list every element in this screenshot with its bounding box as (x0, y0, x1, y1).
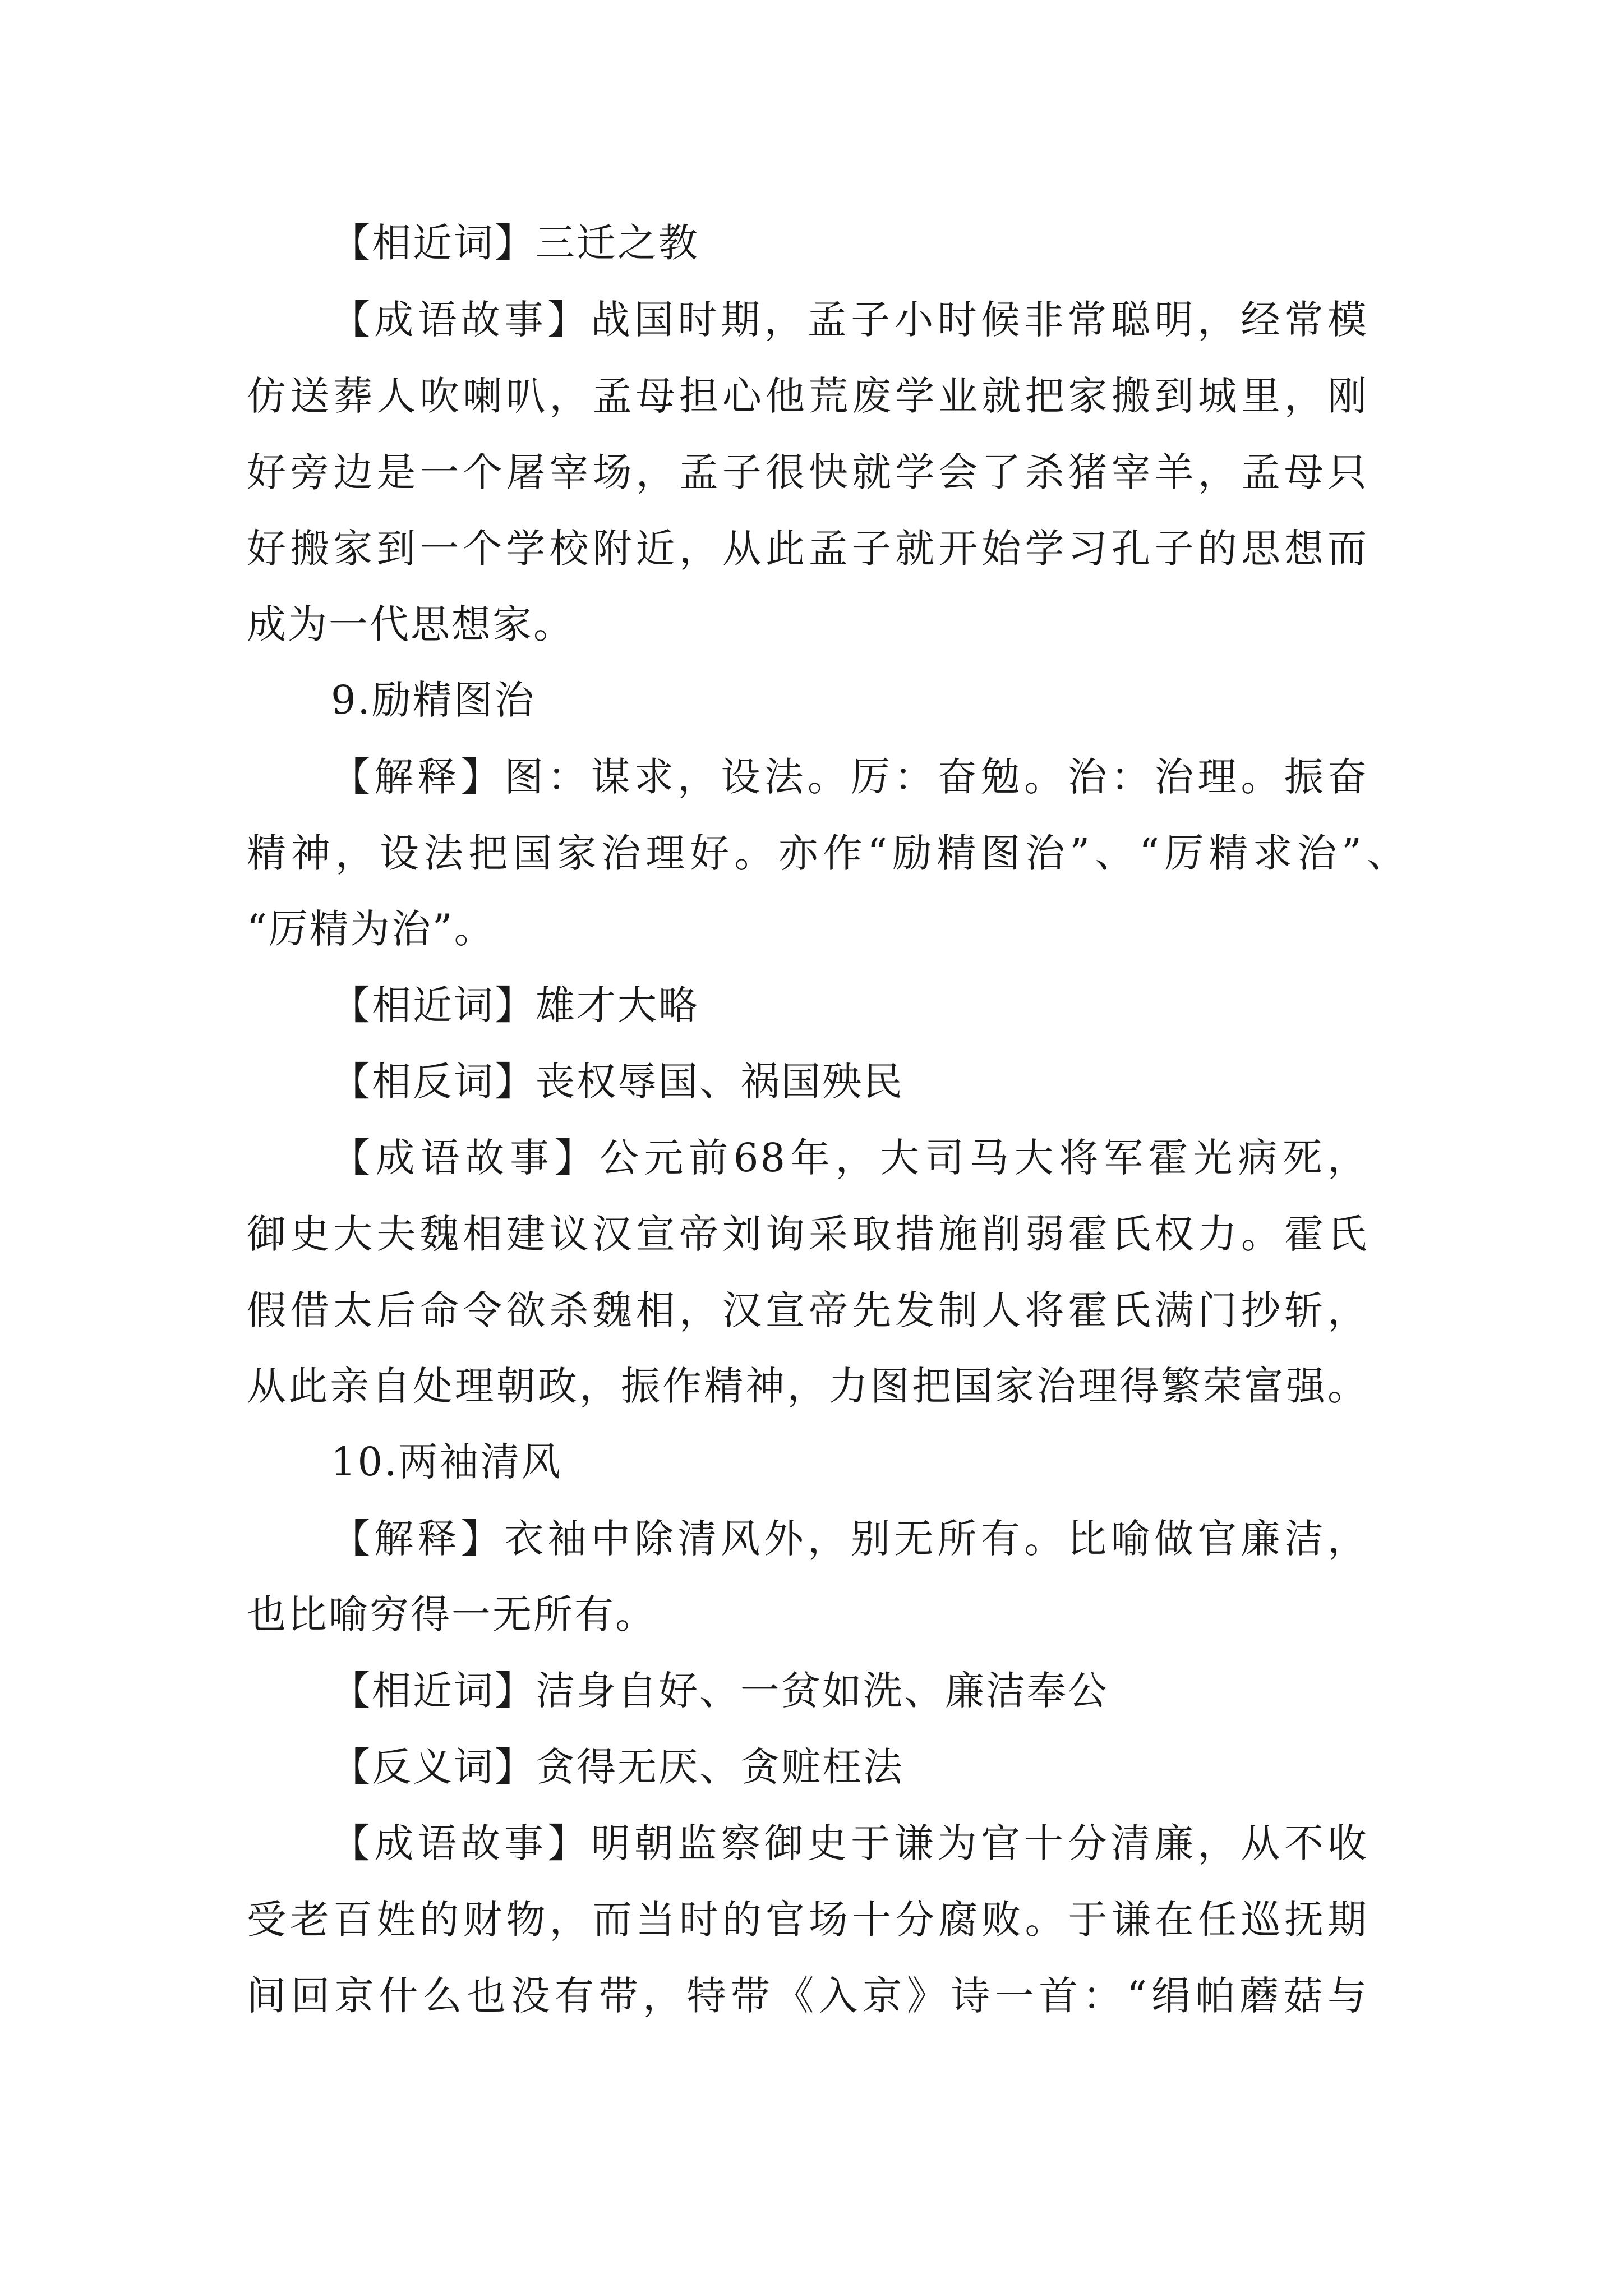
story-line: 成为一代思想家。 (247, 601, 574, 647)
explanation-line: 【解释】衣袖中除清风外，别无所有。比喻做官廉洁， (331, 1516, 1368, 1562)
explanation-line: 也比喻穷得一无所有。 (247, 1591, 656, 1637)
story-line: 好搬家到一个学校附近，从此孟子就开始学习孔子的思想而 (247, 526, 1368, 572)
story-line: 仿送葬人吹喇叭，孟母担心他荒废学业就把家搬到城里，刚 (247, 373, 1368, 419)
story-line: 假借太后命令欲杀魏相，汉宣帝先发制人将霍氏满门抄斩， (247, 1287, 1368, 1333)
story-line: 受老百姓的财物，而当时的官场十分腐败。于谦在任巡抚期 (247, 1897, 1368, 1943)
story-line: 好旁边是一个屠宰场，孟子很快就学会了杀猪宰羊，孟母只 (247, 449, 1368, 495)
story-line: 间回京什么也没有带，特带《入京》诗一首：“绢帕蘑菇与 (247, 1973, 1368, 2019)
synonym-line: 【相近词】雄才大略 (331, 982, 699, 1028)
explanation-line: 精神，设法把国家治理好。亦作“励精图治”、“厉精求治”、 (247, 830, 1408, 876)
story-line: 【成语故事】明朝监察御史于谦为官十分清廉，从不收 (331, 1820, 1368, 1866)
story-line: 御史大夫魏相建议汉宣帝刘询采取措施削弱霍氏权力。霍氏 (247, 1211, 1368, 1257)
antonym-line: 【相反词】丧权辱国、祸国殃民 (331, 1059, 904, 1105)
explanation-line: “厉精为治”。 (247, 906, 495, 952)
synonym-line: 【相近词】洁身自好、一贫如洗、廉洁奉公 (331, 1668, 1109, 1714)
story-line: 从此亲自处理朝政，振作精神，力图把国家治理得繁荣富强。 (247, 1363, 1368, 1409)
story-line: 【成语故事】公元前68年，大司马大将军霍光病死， (331, 1135, 1368, 1181)
explanation-line: 【解释】图：谋求，设法。厉：奋勉。治：治理。振奋 (331, 754, 1368, 800)
antonym-line: 【反义词】贪得无厌、贪赃枉法 (331, 1744, 904, 1790)
synonym-line: 【相近词】三迁之教 (331, 220, 699, 266)
story-line: 【成语故事】战国时期，孟子小时候非常聪明，经常模 (331, 297, 1368, 343)
idiom-heading: 9.励精图治 (331, 677, 536, 723)
idiom-heading: 10.两袖清风 (331, 1439, 562, 1485)
